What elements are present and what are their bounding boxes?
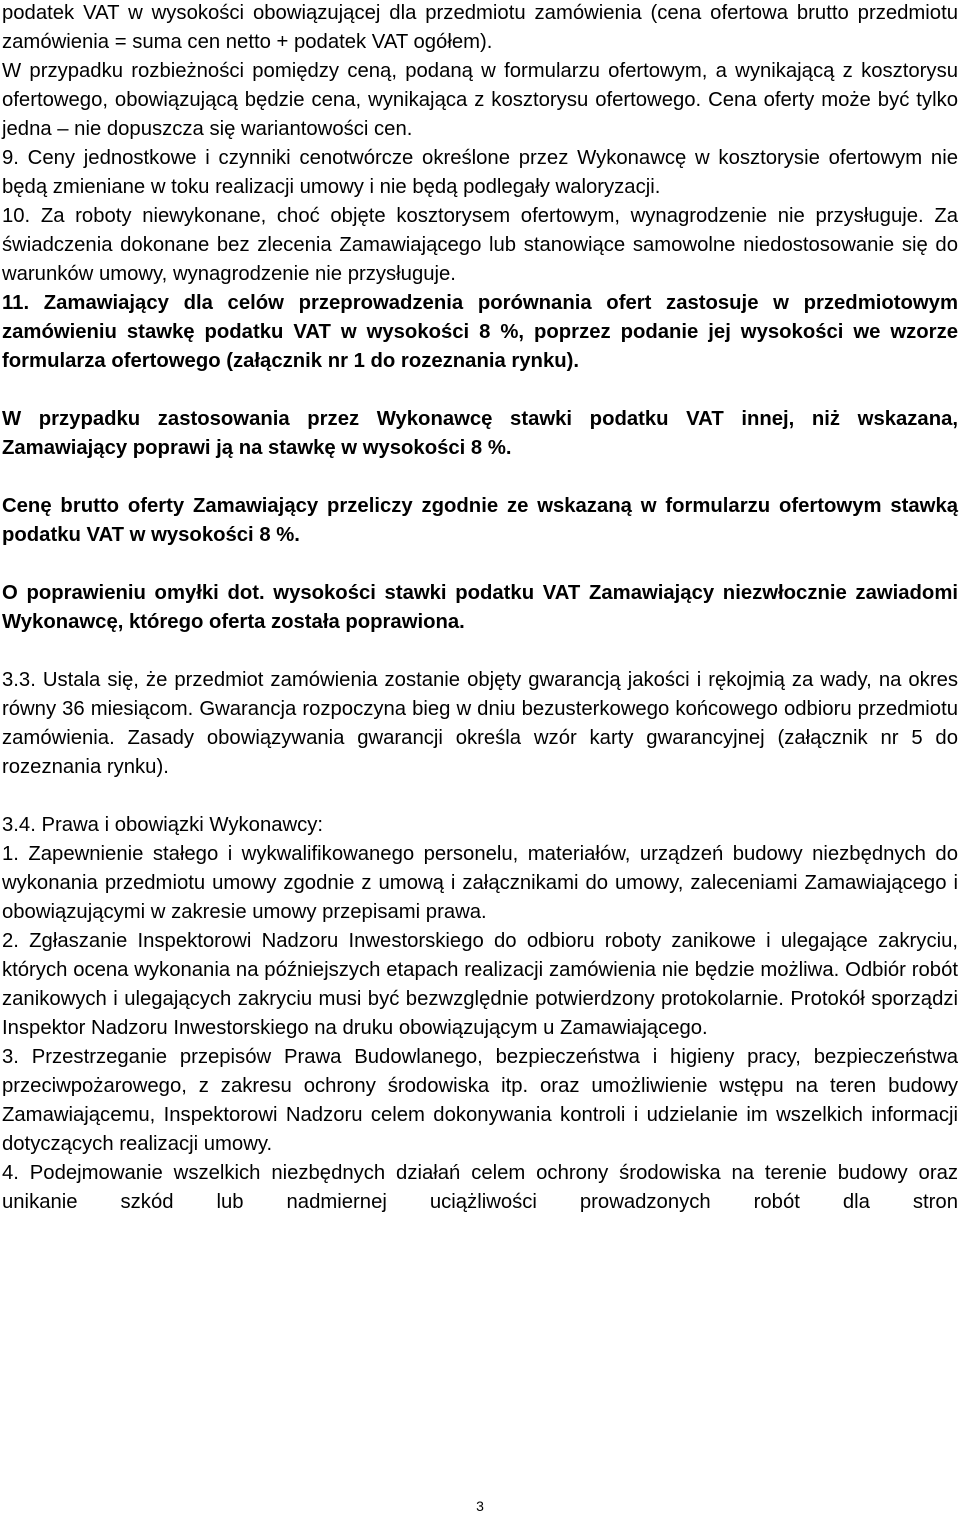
paragraph-gross-recalculation: Cenę brutto oferty Zamawiający przeliczy zgodnie ze wskazaną w formularzu ofertowym stawką podatku VAT w wysokości 8 %. — [2, 495, 958, 546]
list-item-4: 4. Podejmowanie wszelkich niezbędnych działań celem ochrony środowiska na terenie budowy oraz unikanie szkód lub nadmiernej uciążliwości prowadzonych robót dla stron — [2, 1162, 958, 1213]
spacer — [2, 637, 958, 666]
paragraph-error-notification: O poprawieniu omyłki dot. wysokości stawki podatku VAT Zamawiający niezwłocznie zawiadomi Wykonawcę, którego oferta została poprawiona. — [2, 582, 958, 633]
list-item-2: 2. Zgłaszanie Inspektorowi Nadzoru Inwestorskiego do odbioru roboty zanikowe i ulegające zakryciu, których ocena wykonania na późniejszych etapach realizacji zamówienia nie będzie możliwa. Odbiór robót zanikowych i ulegających zakryciu musi być bezwzględnie potwierdzony protokolarnie. Protokół sporządzi Inspektor Nadzoru Inwestorskiego na druku obowiązującym u Zamawiającego. — [2, 930, 958, 1039]
paragraph-price-discrepancy: W przypadku rozbieżności pomiędzy ceną, podaną w formularzu ofertowym, a wynikającą z kosztorysu ofertowego, obowiązującą będzie cena, wynikająca z kosztorysu ofertowego. Cena oferty może być tylko jedna – nie dopuszcza się wariantowości cen. — [2, 60, 958, 140]
paragraph-vat-total: podatek VAT w wysokości obowiązującej dla przedmiotu zamówienia (cena ofertowa brutto przedmiotu zamówienia = suma cen netto + podatek VAT ogółem). — [2, 2, 958, 53]
list-item-3: 3. Przestrzeganie przepisów Prawa Budowlanego, bezpieczeństwa i higieny pracy, bezpieczeństwa przeciwpożarowego, z zakresu ochrony środowiska itp. oraz umożliwienie wstępu na teren budowy Zamawiającemu, Inspektorowi Nadzoru celem dokonywania kontroli i udzielanie im wszelkich informacji dotyczących realizacji umowy. — [2, 1046, 958, 1155]
list-item-1: 1. Zapewnienie stałego i wykwalifikowanego personelu, materiałów, urządzeń budowy niezbędnych do wykonania przedmiotu umowy zgodnie z umową i załącznikami do umowy, zaleceniami Zamawiającego i obowiązującymi w zakresie umowy przepisami prawa. — [2, 843, 958, 923]
spacer — [2, 550, 958, 579]
page-number: 3 — [476, 1498, 484, 1514]
spacer — [2, 463, 958, 492]
section-heading-3-4: 3.4. Prawa i obowiązki Wykonawcy: — [2, 814, 324, 836]
document-body — [2, 0, 958, 1217]
spacer — [2, 376, 958, 405]
paragraph-item-9: 9. Ceny jednostkowe i czynniki cenotwórcze określone przez Wykonawcę w kosztorysie ofertowym nie będą zmieniane w toku realizacji umowy i nie będą podlegały waloryzacji. — [2, 147, 958, 198]
paragraph-item-11: 11. Zamawiający dla celów przeprowadzenia porównania ofert zastosuje w przedmiotowym zamówieniu stawkę podatku VAT w wysokości 8 %, poprzez podanie jej wysokości we wzorze formularza ofertowego (załącznik nr 1 do rozeznania rynku). — [2, 292, 958, 372]
spacer — [2, 782, 958, 811]
paragraph-item-10: 10. Za roboty niewykonane, choć objęte kosztorysem ofertowym, wynagrodzenie nie przysługuje. Za świadczenia dokonane bez zlecenia Zamawiającego lub stanowiące samowolne niedostosowanie się do warunków umowy, wynagrodzenie nie przysługuje. — [2, 205, 958, 285]
paragraph-section-3-3: 3.3. Ustala się, że przedmiot zamówienia zostanie objęty gwarancją jakości i rękojmią za wady, na okres równy 36 miesiącom. Gwarancja rozpoczyna bieg w dniu bezusterkowego końcowego odbioru przedmiotu zamówienia. Zasady obowiązywania gwarancji określa wzór karty gwarancyjnej (załącznik nr 5 do rozeznania rynku). — [2, 669, 958, 778]
paragraph-vat-correction: W przypadku zastosowania przez Wykonawcę stawki podatku VAT innej, niż wskazana, Zamawiający poprawi ją na stawkę w wysokości 8 %. — [2, 408, 958, 459]
